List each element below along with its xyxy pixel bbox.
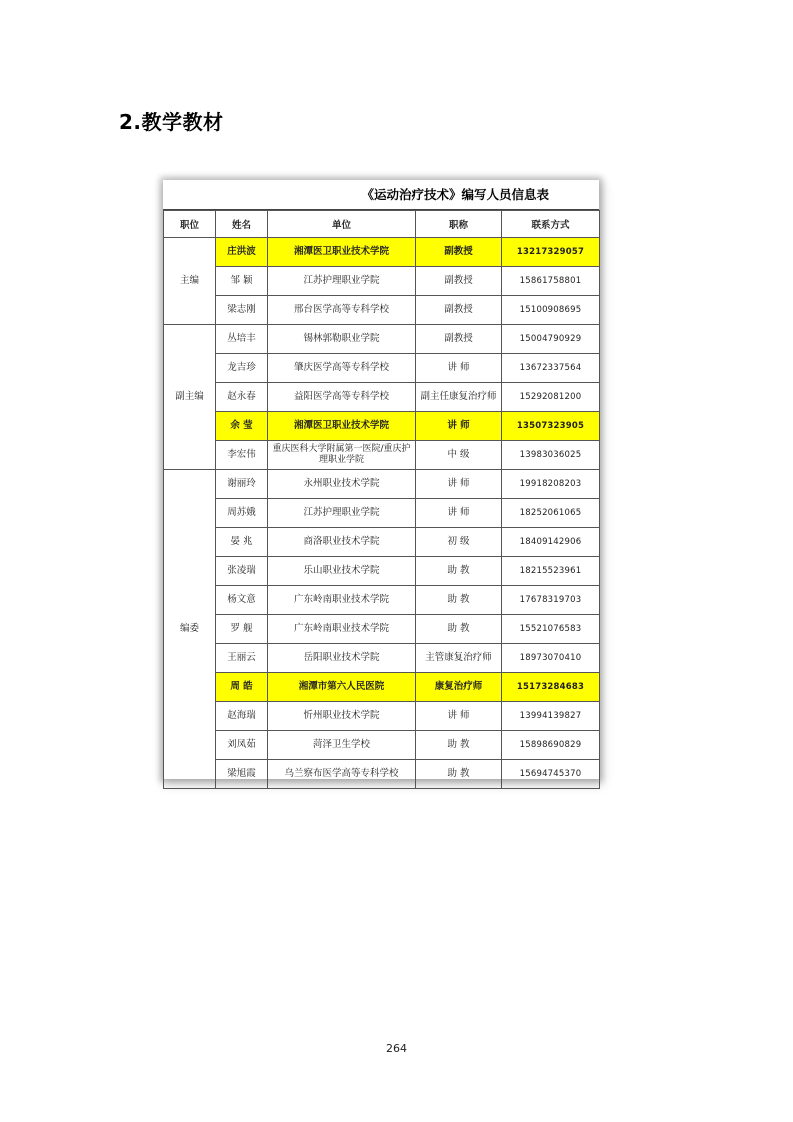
title-cell: 副教授 [416, 238, 502, 267]
table-row [164, 354, 600, 383]
name-cell: 丛培丰 [216, 325, 268, 354]
unit-cell: 湘潭市第六人民医院 [268, 673, 416, 702]
name-cell: 赵海瑞 [216, 702, 268, 731]
name-cell: 晏 兆 [216, 528, 268, 557]
phone-cell: 15694745370 [502, 760, 600, 789]
table-row [164, 325, 600, 354]
phone-cell: 15521076583 [502, 615, 600, 644]
title-cell: 讲 师 [416, 499, 502, 528]
title-cell: 初 级 [416, 528, 502, 557]
table-header-row [164, 211, 600, 238]
name-cell: 赵永春 [216, 383, 268, 412]
unit-cell: 菏泽卫生学校 [268, 731, 416, 760]
phone-cell: 19918208203 [502, 470, 600, 499]
name-cell: 梁志刚 [216, 296, 268, 325]
title-cell: 讲 师 [416, 470, 502, 499]
table-row [164, 296, 600, 325]
unit-cell: 永州职业技术学院 [268, 470, 416, 499]
name-cell: 谢丽玲 [216, 470, 268, 499]
header-title: 职称 [416, 211, 502, 238]
phone-cell: 18409142906 [502, 528, 600, 557]
header-name: 姓名 [216, 211, 268, 238]
unit-cell: 湘潭医卫职业技术学院 [268, 412, 416, 441]
header-unit: 单位 [268, 211, 416, 238]
name-cell: 周 皓 [216, 673, 268, 702]
unit-cell: 乐山职业技术学院 [268, 557, 416, 586]
unit-cell: 湘潭医卫职业技术学院 [268, 238, 416, 267]
title-cell: 助 教 [416, 557, 502, 586]
table-row [164, 470, 600, 499]
name-cell: 梁旭霞 [216, 760, 268, 789]
section-heading: 2.教学教材 [119, 110, 224, 134]
unit-cell: 忻州职业技术学院 [268, 702, 416, 731]
table-body [164, 238, 600, 789]
name-cell: 张凌瑞 [216, 557, 268, 586]
table-row [164, 441, 600, 470]
name-cell: 庄洪波 [216, 238, 268, 267]
table-row [164, 499, 600, 528]
phone-cell: 17678319703 [502, 586, 600, 615]
title-cell: 讲 师 [416, 412, 502, 441]
name-cell: 王丽云 [216, 644, 268, 673]
role-cell: 副主编 [164, 325, 216, 470]
table-row [164, 412, 600, 441]
unit-cell: 江苏护理职业学院 [268, 267, 416, 296]
name-cell: 邹 颖 [216, 267, 268, 296]
table-row [164, 528, 600, 557]
name-cell: 李宏伟 [216, 441, 268, 470]
title-cell: 助 教 [416, 760, 502, 789]
unit-cell: 乌兰察布医学高等专科学校 [268, 760, 416, 789]
phone-cell: 13994139827 [502, 702, 600, 731]
authors-table [163, 210, 600, 789]
title-cell: 副教授 [416, 296, 502, 325]
title-cell: 副教授 [416, 267, 502, 296]
name-cell: 刘凤茹 [216, 731, 268, 760]
phone-cell: 18973070410 [502, 644, 600, 673]
table-row [164, 238, 600, 267]
table-row [164, 267, 600, 296]
unit-cell: 岳阳职业技术学院 [268, 644, 416, 673]
table-image [163, 180, 599, 779]
phone-cell: 15292081200 [502, 383, 600, 412]
phone-cell: 13217329057 [502, 238, 600, 267]
table-row [164, 731, 600, 760]
phone-cell: 15861758801 [502, 267, 600, 296]
unit-cell: 广东岭南职业技术学院 [268, 586, 416, 615]
unit-cell: 邢台医学高等专科学校 [268, 296, 416, 325]
title-cell: 中 级 [416, 441, 502, 470]
phone-cell: 13672337564 [502, 354, 600, 383]
phone-cell: 15898690829 [502, 731, 600, 760]
title-cell: 助 教 [416, 731, 502, 760]
unit-cell: 肇庆医学高等专科学校 [268, 354, 416, 383]
table-row [164, 383, 600, 412]
phone-cell: 15173284683 [502, 673, 600, 702]
role-cell: 编委 [164, 470, 216, 789]
phone-cell: 13983036025 [502, 441, 600, 470]
table-row [164, 644, 600, 673]
table-row [164, 557, 600, 586]
table-row [164, 760, 600, 789]
title-cell: 康复治疗师 [416, 673, 502, 702]
name-cell: 杨文意 [216, 586, 268, 615]
unit-cell: 江苏护理职业学院 [268, 499, 416, 528]
unit-cell: 商洛职业技术学院 [268, 528, 416, 557]
table-row [164, 702, 600, 731]
name-cell: 余 莹 [216, 412, 268, 441]
page-number: 264 [386, 1042, 407, 1055]
unit-cell: 重庆医科大学附属第一医院/重庆护理职业学院 [268, 441, 416, 470]
header-role: 职位 [164, 211, 216, 238]
role-cell: 主编 [164, 238, 216, 325]
name-cell: 罗 舰 [216, 615, 268, 644]
title-cell: 助 教 [416, 615, 502, 644]
phone-cell: 15004790929 [502, 325, 600, 354]
unit-cell: 益阳医学高等专科学校 [268, 383, 416, 412]
phone-cell: 13507323905 [502, 412, 600, 441]
name-cell: 龙吉珍 [216, 354, 268, 383]
header-contact: 联系方式 [502, 211, 600, 238]
title-cell: 讲 师 [416, 354, 502, 383]
table-title: 《运动治疗技术》编写人员信息表 [163, 180, 599, 210]
table-row [164, 615, 600, 644]
title-cell: 主管康复治疗师 [416, 644, 502, 673]
phone-cell: 15100908695 [502, 296, 600, 325]
name-cell: 周苏娥 [216, 499, 268, 528]
title-cell: 讲 师 [416, 702, 502, 731]
unit-cell: 广东岭南职业技术学院 [268, 615, 416, 644]
title-cell: 助 教 [416, 586, 502, 615]
table-row [164, 586, 600, 615]
unit-cell: 锡林郭勒职业学院 [268, 325, 416, 354]
phone-cell: 18252061065 [502, 499, 600, 528]
title-cell: 副主任康复治疗师 [416, 383, 502, 412]
phone-cell: 18215523961 [502, 557, 600, 586]
table-row [164, 673, 600, 702]
title-cell: 副教授 [416, 325, 502, 354]
